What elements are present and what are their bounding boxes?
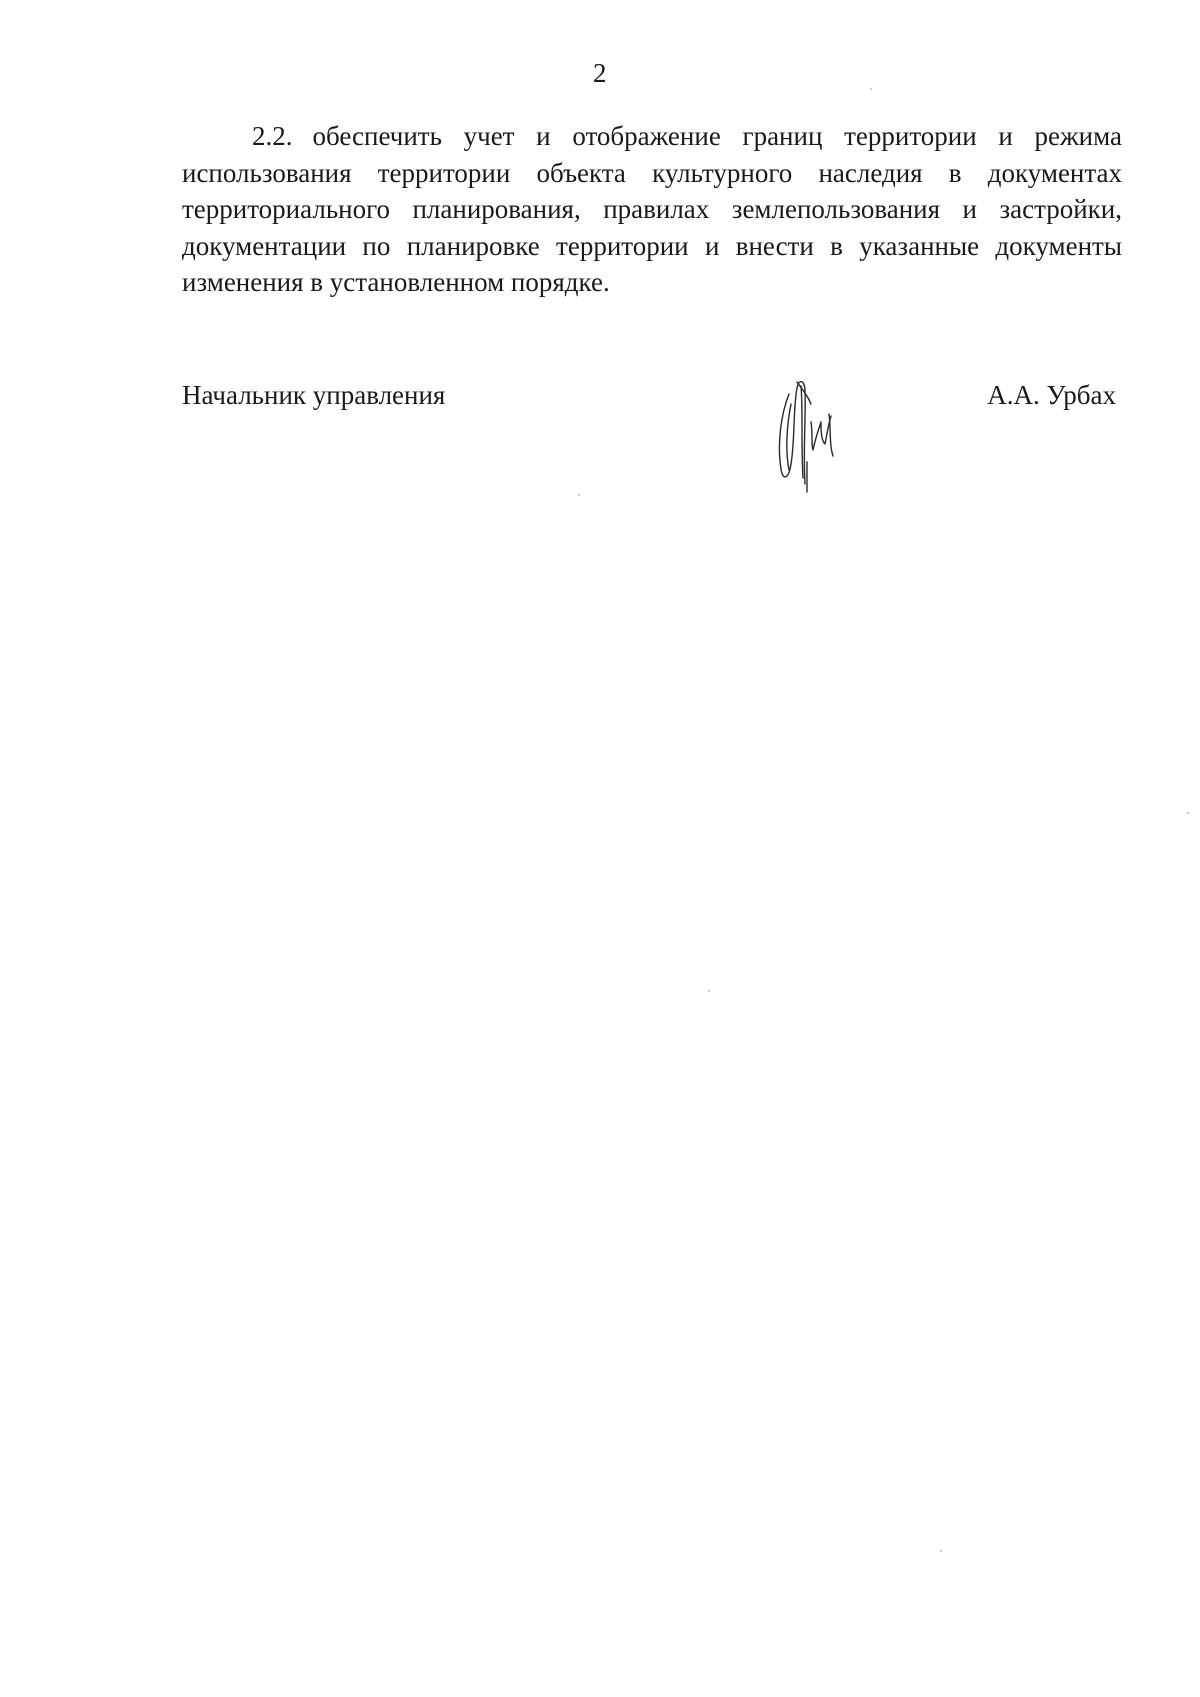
scan-speck (578, 494, 580, 496)
scan-speck (870, 88, 872, 90)
scan-speck (940, 1550, 942, 1552)
paragraph-2-2 (182, 118, 1122, 301)
scan-speck (1187, 812, 1189, 814)
signatory-name: А.А. Урбах (987, 380, 1116, 410)
paragraph-number: 2.2. (252, 121, 293, 151)
scan-speck (708, 990, 710, 992)
handwritten-signature (767, 374, 857, 504)
page-number: 2 (593, 58, 607, 88)
signatory-title: Начальник управления (182, 380, 446, 410)
paragraph-text: обеспечить учет и отображение границ территории и режима использования территории объекта культурного наследия в документах территориального планирования, правилах землепользования и застройки, документации по планировке территории и внести в указанные документы изменения в установленном порядке. (182, 121, 1122, 297)
signature-block (182, 380, 1122, 520)
